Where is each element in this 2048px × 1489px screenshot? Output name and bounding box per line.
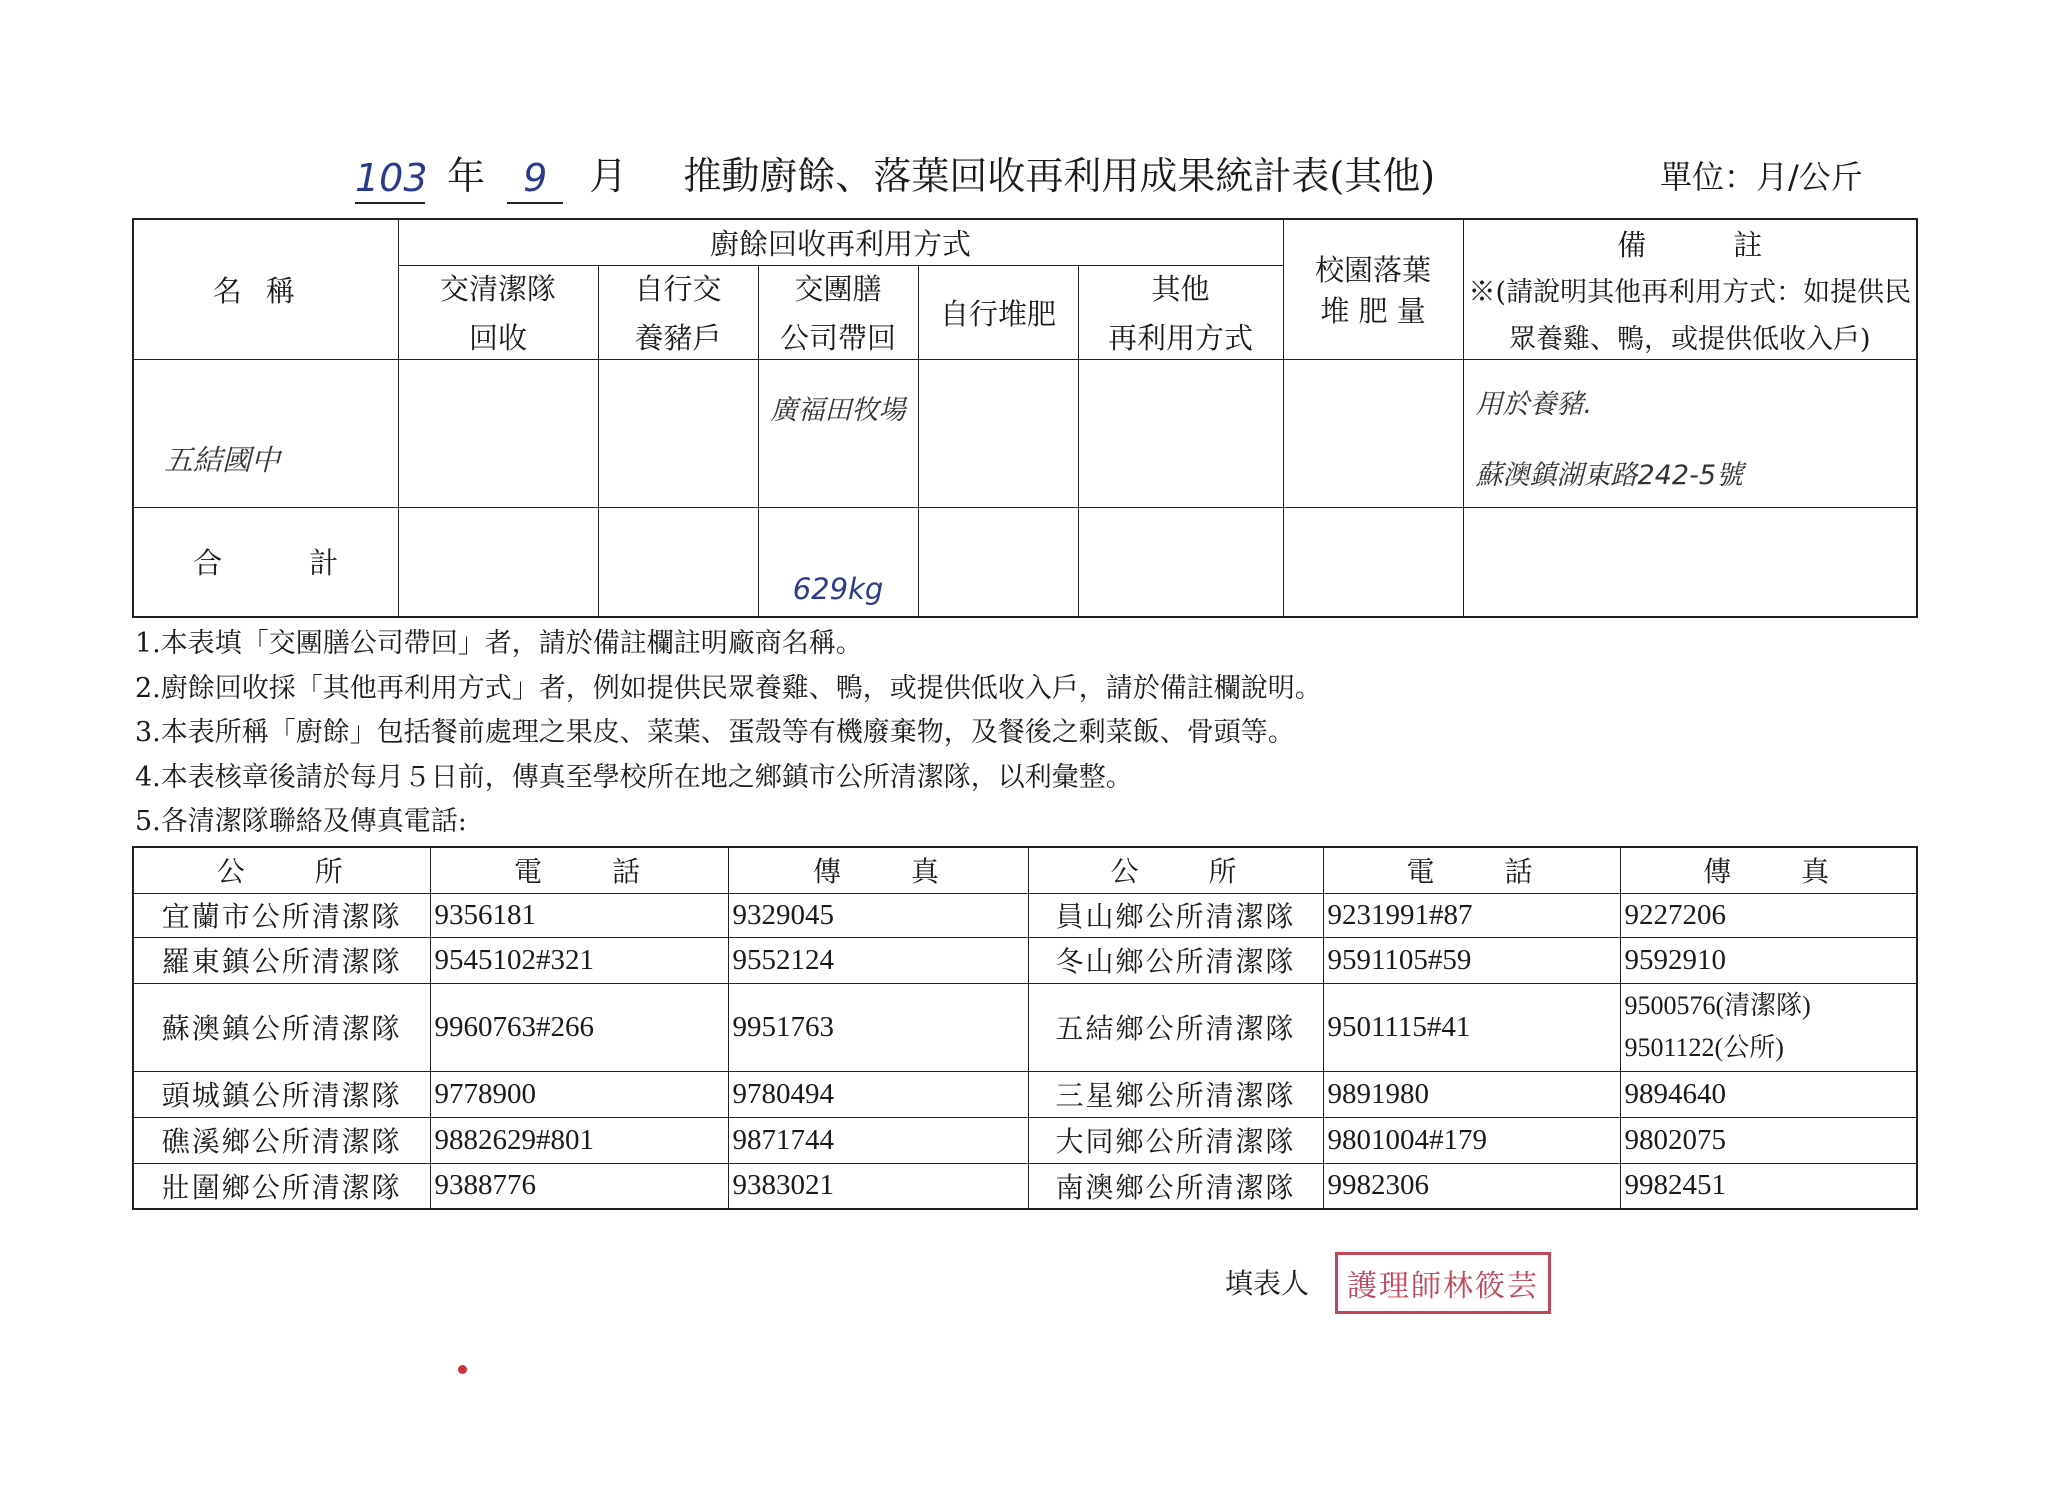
- table-row-school: [133, 359, 1917, 507]
- table-row: 頭城鎮公所清潔隊 9778900 9780494 三星鄉公所清潔隊 9891980 9894640: [133, 1071, 1917, 1117]
- header-leaves: 校園落葉 堆 肥 量: [1283, 219, 1463, 359]
- total-other: [1078, 507, 1283, 617]
- table-row: 宜蘭市公所清潔隊 9356181 9329045 員山鄉公所清潔隊 9231991#87 9227206: [133, 893, 1917, 937]
- header-fax-2: 傳真: [1620, 847, 1917, 893]
- stamp-text: 護理師林筱芸: [1347, 1269, 1539, 1304]
- seal-stamp: [1335, 1252, 1551, 1314]
- header-fax-1: 傳真: [728, 847, 1028, 893]
- contact-header-row: [133, 847, 1917, 893]
- total-label: 合 計: [133, 507, 398, 617]
- total-remarks: [1463, 507, 1917, 617]
- note-1: 1.本表填「交團膳公司帶回」者，請於備註欄註明廠商名稱。: [135, 628, 863, 659]
- header-compost: 自行堆肥: [918, 265, 1078, 359]
- fax-office: 9501122(公所): [1624, 1033, 1784, 1062]
- catering-vendor: 廣福田牧場: [758, 359, 918, 507]
- school-name: 五結國中: [133, 359, 398, 507]
- table-row: 壯圍鄉公所清潔隊 9388776 9383021 南澳鄉公所清潔隊 9982306 9982451: [133, 1163, 1917, 1209]
- header-office-2: 公所: [1028, 847, 1323, 893]
- fax-cleaning-team: 9500576(清潔隊): [1624, 991, 1811, 1020]
- cell-compost: [918, 359, 1078, 507]
- cell-other: [1078, 359, 1283, 507]
- statistics-table: [132, 218, 1918, 618]
- total-leaves: [1283, 507, 1463, 617]
- header-other: 其他 再利用方式: [1078, 265, 1283, 359]
- header-name: 名稱: [133, 219, 398, 359]
- header-tel-1: 電話: [430, 847, 728, 893]
- contact-table: [132, 846, 1918, 1210]
- notes-list: [135, 622, 1935, 845]
- table-row: 蘇澳鎮公所清潔隊 9960763#266 9951763 五結鄉公所清潔隊 9501115#41 9500576(清潔隊) 9501122(公所): [133, 983, 1917, 1071]
- note-2: 2.廚餘回收採「其他再利用方式」者，例如提供民眾養雞、鴨，或提供低收入戶，請於備註欄說明。: [135, 672, 1322, 704]
- table-row: 羅東鎮公所清潔隊 9545102#321 9552124 冬山鄉公所清潔隊 9591105#59 9592910: [133, 937, 1917, 983]
- remark-usage: 用於養豬.: [1475, 388, 1593, 420]
- header-remarks: 備 註 ※(請說明其他再利用方式：如提供民 眾養雞、鴨，或提供低收入戶): [1463, 219, 1917, 359]
- total-pig: [598, 507, 758, 617]
- header-cleaning-team: 交清潔隊 回收: [398, 265, 598, 359]
- filler-label: 填表人: [1225, 1267, 1310, 1300]
- month-field: 9: [507, 154, 563, 204]
- note-5: 5.各清潔隊聯絡及傳真電話:: [135, 806, 467, 837]
- month-unit: 月: [589, 154, 628, 198]
- ink-spot: [458, 1365, 467, 1374]
- year-unit: 年: [447, 154, 486, 198]
- header-tel-2: 電話: [1323, 847, 1620, 893]
- remarks-cell: [1463, 359, 1917, 507]
- document-title: [355, 148, 1855, 204]
- title-text: 推動廚餘、落葉回收再利用成果統計表(其他): [683, 154, 1436, 198]
- note-4: 4.本表核章後請於每月５日前，傳真至學校所在地之鄉鎮市公所清潔隊，以利彙整。: [135, 761, 1133, 793]
- total-cleaning: [398, 507, 598, 617]
- cell-leaves: [1283, 359, 1463, 507]
- header-method-group: 廚餘回收再利用方式: [398, 219, 1283, 265]
- header-catering: 交團膳 公司帶回: [758, 265, 918, 359]
- year-field: 103: [355, 154, 425, 204]
- header-office-1: 公所: [133, 847, 430, 893]
- table-row-total: [133, 507, 1917, 617]
- total-catering: 629kg: [758, 507, 918, 617]
- table-row: 礁溪鄉公所清潔隊 9882629#801 9871744 大同鄉公所清潔隊 9801004#179 9802075: [133, 1117, 1917, 1163]
- cell-cleaning: [398, 359, 598, 507]
- note-3: 3.本表所稱「廚餘」包括餐前處理之果皮、菜葉、蛋殼等有機廢棄物，及餐後之剩菜飯、骨頭等。: [135, 717, 1295, 748]
- cell-pig: [598, 359, 758, 507]
- header-pig-farm: 自行交 養豬戶: [598, 265, 758, 359]
- remark-address: 蘇澳鎮湖東路242-5號: [1475, 459, 1744, 491]
- unit-label: 單位：月/公斤: [1660, 158, 1863, 196]
- total-compost: [918, 507, 1078, 617]
